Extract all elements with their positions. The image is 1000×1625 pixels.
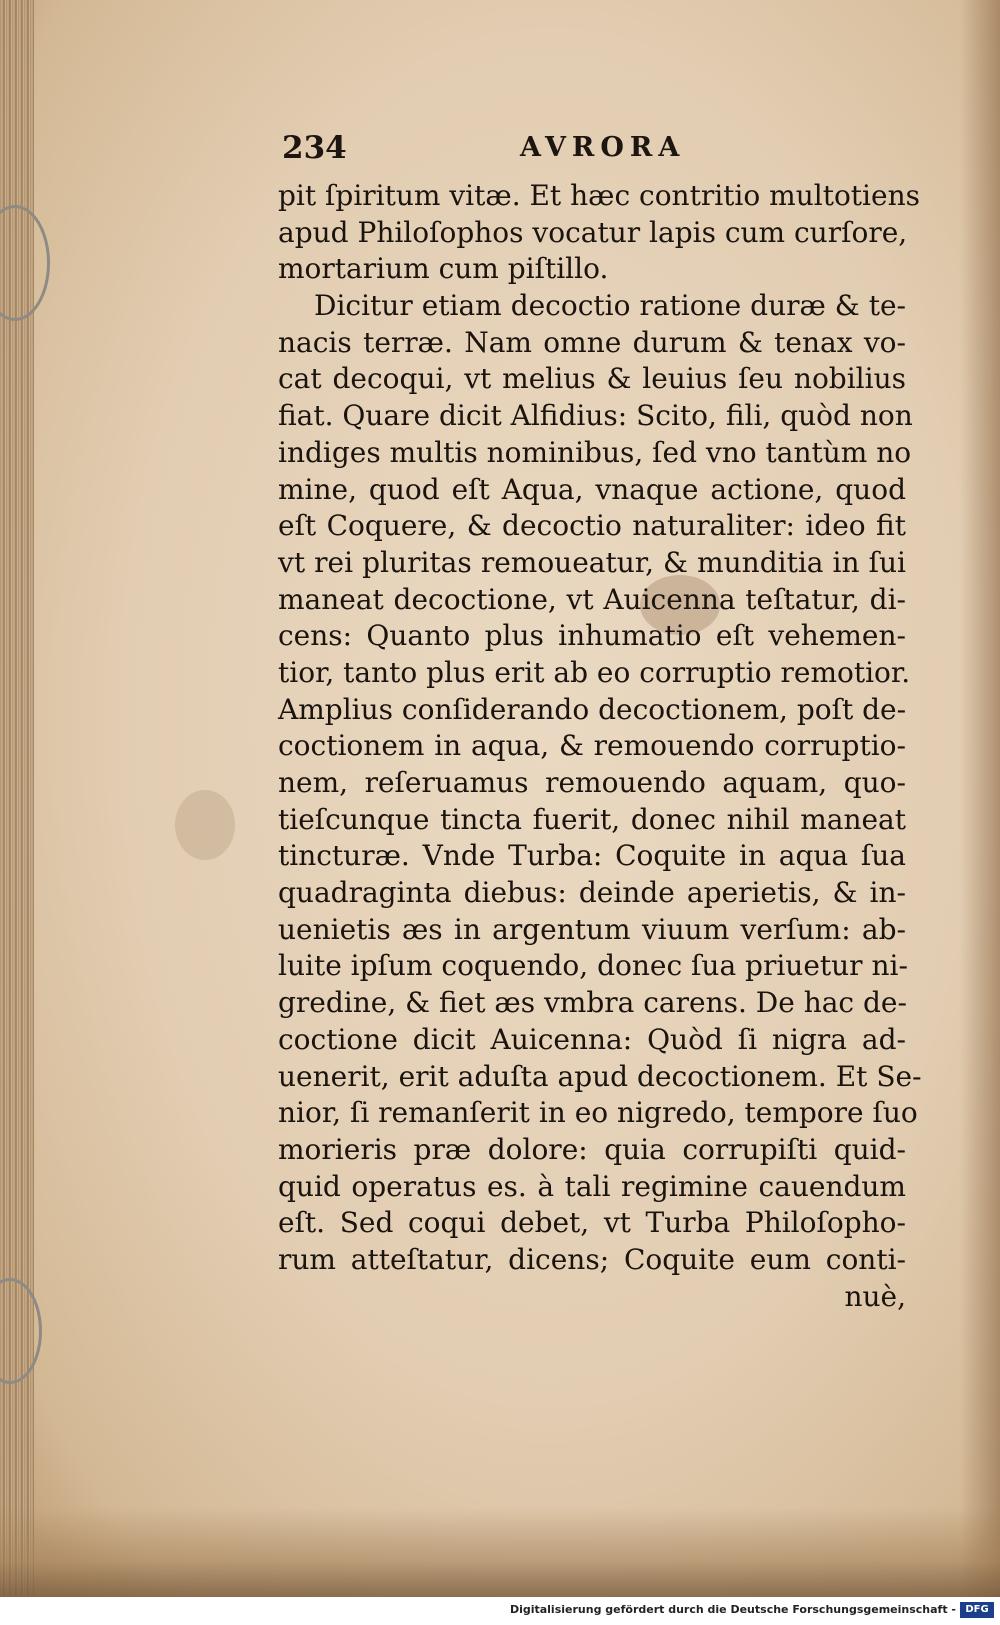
- text-line: eſt. Sed coqui debet, vt Turba Philoſopho-: [278, 1206, 906, 1240]
- body-text: [278, 178, 922, 1315]
- text-line: quid operatus es. à tali regimine cauendum: [278, 1169, 906, 1203]
- page-header: [282, 130, 912, 170]
- text-line: fiat. Quare dicit Alfidius: Scito, fili, quòd non: [278, 399, 913, 433]
- text-line: indiges multis nominibus, ſed vno tantùm no: [278, 435, 912, 469]
- text-line: coctione dicit Auicenna: Quòd ſi nigra ad-: [278, 1022, 906, 1056]
- text-line: uenietis æs in argentum viuum verſum: ab-: [278, 912, 906, 946]
- text-line: morieris præ dolore: quia corrupiſti quid-: [278, 1132, 906, 1166]
- footer-credit: Digitalisierung gefördert durch die Deutsche Forschungsgemeinschaft -: [509, 1603, 956, 1616]
- text-line: gredine, & fiet æs vmbra carens. De hac de-: [278, 986, 907, 1020]
- text-line: maneat decoctione, vt Auicenna teſtatur, di-: [278, 582, 906, 616]
- page-bottom-stain: [0, 1507, 1000, 1597]
- text-line: eſt Coquere, & decoctio naturaliter: ideo fit: [278, 509, 906, 543]
- text-line: Dicitur etiam decoctio ratione duræ & te-: [314, 289, 906, 323]
- text-line: cat decoqui, vt melius & leuius ſeu nobilius: [278, 362, 906, 396]
- running-head: AVRORA: [520, 132, 686, 163]
- dfg-logo: DFG: [960, 1602, 994, 1618]
- text-line: nem, reſeruamus remouendo aquam, quo-: [278, 766, 906, 799]
- catchword: nuè,: [844, 1279, 906, 1313]
- binding-ring-top: [0, 205, 50, 321]
- text-line: nacis terræ. Nam omne durum & tenax vo-: [278, 325, 906, 359]
- text-line: Amplius conſiderando decoctionem, poſt de-: [278, 692, 907, 726]
- text-line: mine, quod eſt Aqua, vnaque actione, quod: [278, 472, 906, 506]
- text-line: vt rei pluritas remoueatur, & munditia in ſui: [278, 545, 906, 579]
- text-line: tior, tanto plus erit ab eo corruptio remotior.: [278, 655, 911, 689]
- text-line: tincturæ. Vnde Turba: Coquite in aqua ſua: [278, 839, 906, 873]
- text-line: mortarium cum piſtillo.: [278, 252, 609, 286]
- text-line: cens: Quanto plus inhumatio eſt vehemen-: [278, 619, 906, 653]
- text-line: luite ipſum coquendo, donec ſua priuetur ni-: [278, 949, 908, 983]
- page-edge-shadow: [960, 0, 1000, 1597]
- text-line: apud Philoſophos vocatur lapis cum curſore,: [278, 215, 908, 249]
- text-line: nior, ſi remanſerit in eo nigredo, tempore ſuo: [278, 1096, 918, 1130]
- text-line: coctionem in aqua, & remouendo corruptio-: [278, 729, 906, 763]
- page-number: 234: [282, 130, 347, 166]
- text-line: uenerit, erit aduſta apud decoctionem. Et Se-: [278, 1059, 922, 1093]
- binding-ring-bottom: [0, 1278, 42, 1384]
- digitization-footer: [0, 1597, 1000, 1625]
- text-line: quadraginta diebus: deinde aperietis, & in-: [278, 876, 906, 910]
- text-line: rum atteſtatur, dicens; Coquite eum conti-: [278, 1242, 906, 1276]
- text-line: tieſcunque tincta fuerit, donec nihil maneat: [278, 802, 906, 836]
- ink-stain: [175, 790, 235, 860]
- text-line: pit ſpiritum vitæ. Et hæc contritio multotiens: [278, 179, 920, 212]
